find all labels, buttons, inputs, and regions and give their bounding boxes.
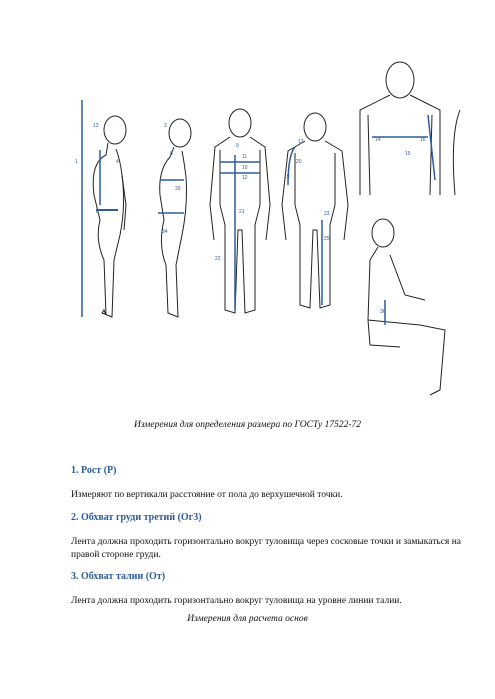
measurement-figures bbox=[60, 55, 495, 410]
figure-seated bbox=[368, 219, 445, 395]
section-heading-waist: 3. Обхват талии (От) bbox=[71, 571, 166, 582]
label-11: 11 bbox=[242, 154, 248, 160]
body-figures-illustration bbox=[60, 55, 495, 410]
section-heading-height: 1. Рост (Р) bbox=[71, 465, 117, 476]
label-8: 8 bbox=[96, 209, 99, 215]
label-15: 15 bbox=[405, 151, 411, 157]
label-13: 13 bbox=[93, 123, 99, 129]
label-34: 34 bbox=[162, 229, 168, 235]
section-heading-chest: 2. Обхват груди третий (Ог3) bbox=[71, 512, 202, 523]
label-9: 9 bbox=[236, 143, 239, 149]
section-text-chest: Лента должна проходить горизонтально вокруг туловища через сосковые точки и замыкаться на правой стороне груди. bbox=[71, 537, 461, 560]
label-1: 1 bbox=[75, 159, 78, 165]
label-22: 22 bbox=[215, 256, 221, 262]
label-25: 25 bbox=[324, 236, 330, 242]
label-36: 36 bbox=[380, 309, 386, 315]
label-16: 16 bbox=[420, 137, 426, 143]
label-10: 10 bbox=[242, 165, 248, 171]
label-20: 20 bbox=[296, 159, 302, 165]
section-text-height: Измеряют по вертикали расстояние от пола до верхушечной точки. bbox=[71, 490, 343, 500]
label-4: 4 bbox=[116, 159, 119, 165]
section-text-waist: Лента должна проходить горизонтально вокруг туловища на уровне линии талии. bbox=[71, 596, 402, 606]
figure-caption: Измерения для определения размера по ГОСТу 17522-72 bbox=[133, 420, 362, 430]
figure-front-view-2 bbox=[282, 113, 348, 308]
label-12: 12 bbox=[242, 175, 248, 181]
label-21: 21 bbox=[239, 209, 245, 215]
label-17: 17 bbox=[298, 139, 304, 145]
label-32: 32 bbox=[175, 186, 181, 192]
label-19: 19 bbox=[284, 174, 290, 180]
label-14: 14 bbox=[375, 137, 381, 143]
label-23: 23 bbox=[324, 211, 330, 217]
bottom-caption: Измерения для расчета основ bbox=[187, 614, 308, 624]
figure-side-view-2 bbox=[158, 119, 191, 317]
figure-side-view bbox=[82, 100, 126, 317]
label-6: 6 bbox=[170, 151, 173, 157]
label-3: 3 bbox=[164, 123, 167, 129]
figure-back-view bbox=[360, 62, 460, 195]
